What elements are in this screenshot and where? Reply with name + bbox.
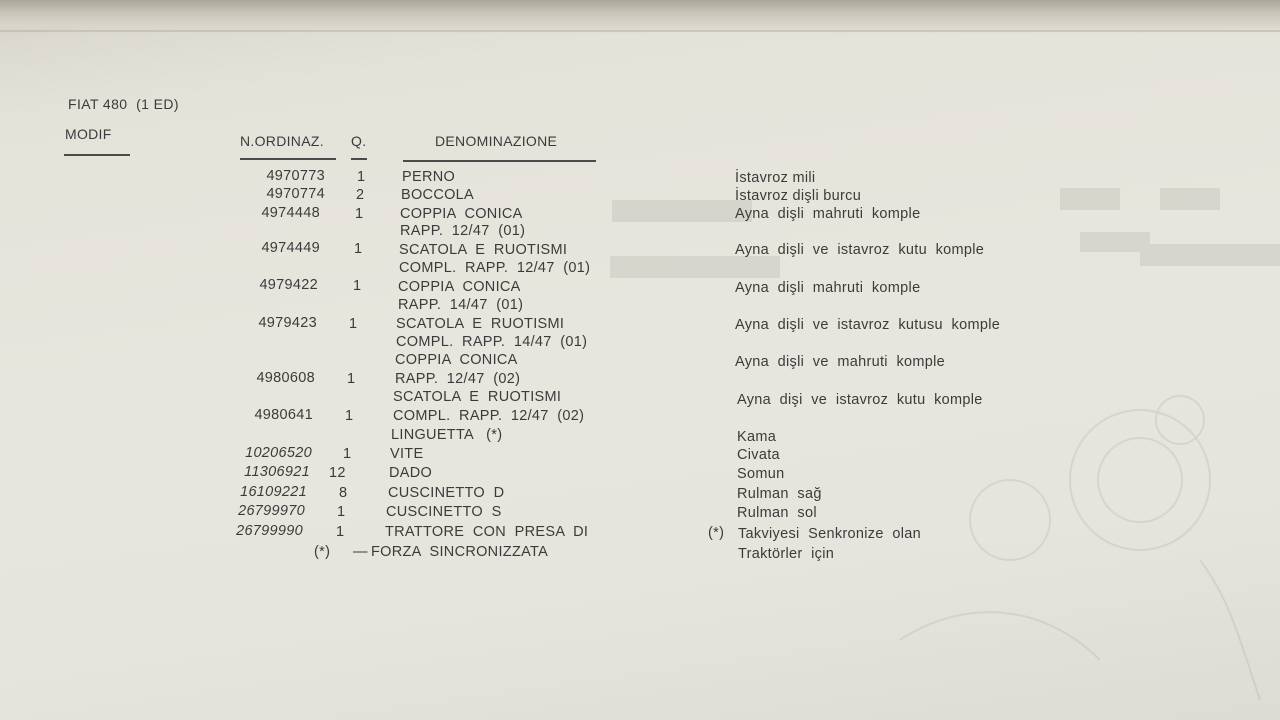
part-code: 10206520 (245, 445, 312, 461)
part-desc-tr: Kama (737, 429, 777, 445)
part-qty: 2 (356, 187, 365, 203)
part-qty: 1 (349, 316, 358, 332)
part-code: 4979423 (258, 315, 317, 331)
part-desc: RAPP. 14/47 (01) (398, 297, 524, 313)
header-description: DENOMINAZIONE (435, 133, 558, 149)
part-desc: FORZA SINCRONIZZATA (371, 544, 549, 560)
part-desc-tr: Somun (737, 466, 785, 482)
part-qty: 1 (347, 371, 356, 387)
part-qty: 1 (336, 524, 345, 540)
part-desc-tr: Ayna dişli ve mahruti komple (735, 354, 946, 370)
part-code: 4980608 (256, 370, 315, 386)
part-code: 4970773 (266, 168, 325, 184)
part-desc: COPPIA CONICA (395, 352, 518, 368)
part-desc-tr: Takviyesi Senkronize olan (738, 526, 921, 542)
part-qty: 1 (345, 408, 354, 424)
header-description-underline (403, 160, 596, 162)
header-order-number-underline (240, 158, 336, 160)
part-qty: 1 (337, 504, 346, 520)
part-qty: 1 (355, 206, 364, 222)
part-qty: 8 (339, 485, 348, 501)
part-desc-tr: Ayna dişli ve istavroz kutusu komple (735, 317, 1001, 333)
part-desc: PERNO (402, 169, 456, 185)
part-desc: BOCCOLA (401, 187, 475, 203)
part-desc: COPPIA CONICA (398, 279, 521, 295)
part-code: 16109221 (240, 484, 307, 500)
part-desc-tr: Rulman sol (737, 505, 817, 521)
part-desc: CUSCINETTO S (386, 504, 502, 520)
part-code: 4970774 (266, 186, 325, 202)
part-code: 26799970 (238, 503, 305, 519)
part-desc: VITE (390, 446, 424, 462)
part-desc: TRATTORE CON PRESA DI (385, 524, 589, 540)
header-modif-underline (64, 154, 130, 156)
footnote-marker-right: (*) (708, 525, 725, 541)
part-desc: SCATOLA E RUOTISMI (399, 242, 568, 258)
part-desc: RAPP. 12/47 (01) (400, 223, 526, 239)
part-desc-tr: İstavroz dişli burcu (735, 188, 862, 204)
part-desc: SCATOLA E RUOTISMI (396, 316, 565, 332)
footnote-dash: — (353, 544, 368, 560)
part-desc: DADO (389, 465, 433, 481)
part-desc: COMPL. RAPP. 12/47 (01) (399, 260, 591, 276)
part-desc-tr: Ayna dişli ve istavroz kutu komple (735, 242, 985, 258)
header-quantity: Q. (351, 133, 367, 149)
part-desc: SCATOLA E RUOTISMI (393, 389, 562, 405)
part-desc-tr: Rulman sağ (737, 486, 822, 502)
header-modif: MODIF (65, 126, 112, 142)
part-code: 4974448 (261, 205, 320, 221)
document-title: FIAT 480 (1 ED) (68, 96, 179, 112)
part-desc-tr: Civata (737, 447, 780, 463)
part-desc-tr: Traktörler için (738, 546, 835, 562)
part-desc-tr: Ayna dişli mahruti komple (735, 206, 921, 222)
part-code: 11306921 (244, 464, 310, 480)
part-code: 26799990 (236, 523, 303, 539)
part-qty: 1 (354, 241, 363, 257)
header-order-number: N.ORDINAZ. (240, 133, 324, 149)
part-desc: RAPP. 12/47 (02) (395, 371, 521, 387)
part-code: 4974449 (261, 240, 320, 256)
part-desc: LINGUETTA (*) (391, 427, 503, 443)
part-desc: CUSCINETTO D (388, 485, 505, 501)
part-desc: COPPIA CONICA (400, 206, 523, 222)
part-qty: 1 (343, 446, 352, 462)
part-desc-tr: Ayna dişi ve istavroz kutu komple (737, 392, 983, 408)
footnote-marker-left: (*) (314, 544, 331, 560)
part-code: 4979422 (259, 277, 318, 293)
part-code: 4980641 (254, 407, 313, 423)
part-desc-tr: Ayna dişli mahruti komple (735, 280, 921, 296)
part-desc: COMPL. RAPP. 12/47 (02) (393, 408, 585, 424)
part-desc: COMPL. RAPP. 14/47 (01) (396, 334, 588, 350)
part-desc-tr: İstavroz mili (735, 170, 816, 186)
header-quantity-underline (351, 158, 367, 160)
part-qty: 1 (353, 278, 362, 294)
part-qty: 1 (357, 169, 366, 185)
part-qty: 12 (329, 465, 346, 481)
